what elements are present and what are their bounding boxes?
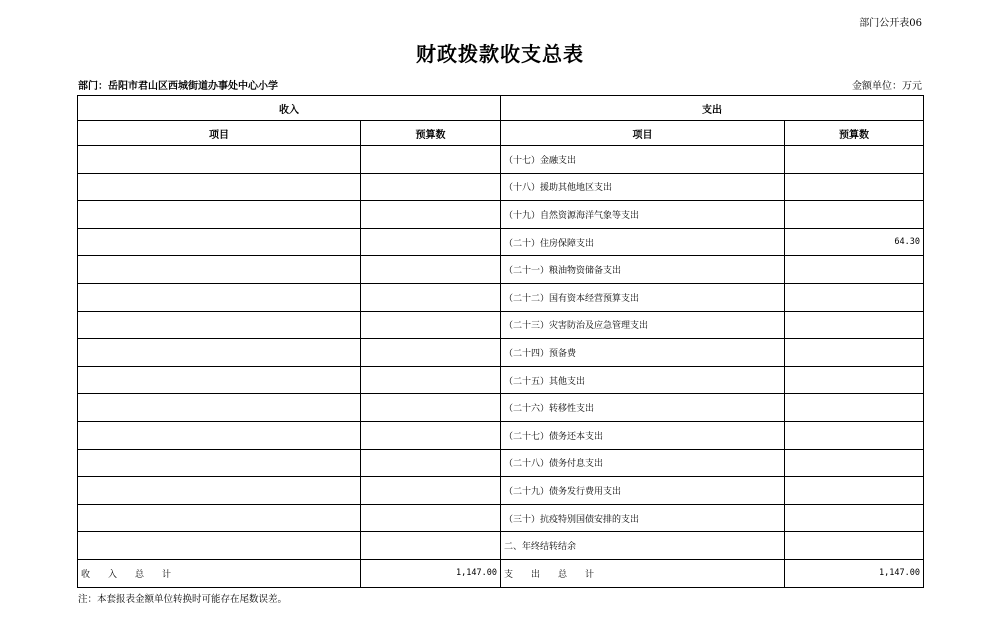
table-row	[78, 504, 924, 532]
table-row	[78, 228, 924, 256]
table-row	[78, 421, 924, 449]
department-label: 部门：岳阳市君山区西城街道办事处中心小学	[78, 81, 278, 92]
expense-item-cell: （二十四）预备费	[501, 339, 785, 367]
expense-amount-cell	[785, 339, 924, 367]
table-header-row	[78, 96, 924, 121]
expense-budget-header: 预算数	[785, 121, 924, 146]
expense-amount-cell	[785, 421, 924, 449]
table-row	[78, 366, 924, 394]
expense-amount-cell	[785, 532, 924, 560]
expense-amount-cell	[785, 173, 924, 201]
expense-item-cell: （十八）援助其他地区支出	[501, 173, 785, 201]
table-row	[78, 283, 924, 311]
income-item-cell	[78, 449, 361, 477]
expense-amount-cell	[785, 477, 924, 505]
expense-amount-cell	[785, 394, 924, 422]
unit-label: 金额单位：万元	[852, 81, 922, 92]
income-item-cell	[78, 173, 361, 201]
expense-amount-cell	[785, 201, 924, 229]
income-item-cell	[78, 504, 361, 532]
income-item-cell	[78, 421, 361, 449]
income-item-cell	[78, 477, 361, 505]
income-item-cell	[78, 228, 361, 256]
income-header: 收入	[78, 96, 501, 121]
expense-header: 支出	[501, 96, 924, 121]
expense-item-cell: （十九）自然资源海洋气象等支出	[501, 201, 785, 229]
income-amount-cell	[361, 283, 501, 311]
table-row	[78, 256, 924, 284]
income-amount-cell	[361, 256, 501, 284]
expense-total-amount: 1,147.00	[785, 559, 924, 587]
expense-item-cell: （十七）金融支出	[501, 146, 785, 174]
income-amount-cell	[361, 421, 501, 449]
table-row	[78, 394, 924, 422]
income-item-cell	[78, 339, 361, 367]
expense-item-header: 项目	[501, 121, 785, 146]
income-item-cell	[78, 394, 361, 422]
page-title: 财政拨款收支总表	[416, 42, 584, 66]
income-item-cell	[78, 256, 361, 284]
expense-item-cell: （二十三）灾害防治及应急管理支出	[501, 311, 785, 339]
income-item-cell	[78, 146, 361, 174]
expense-item-cell: （二十八）债务付息支出	[501, 449, 785, 477]
income-item-cell	[78, 283, 361, 311]
expense-item-cell: （二十二）国有资本经营预算支出	[501, 283, 785, 311]
expense-amount-cell: 64.30	[785, 228, 924, 256]
income-amount-cell	[361, 201, 501, 229]
table-row	[78, 339, 924, 367]
expense-amount-cell	[785, 256, 924, 284]
income-total-amount: 1,147.00	[361, 559, 501, 587]
table-row	[78, 146, 924, 174]
table-row	[78, 532, 924, 560]
expense-amount-cell	[785, 449, 924, 477]
income-total-label: 收 入 总 计	[78, 559, 361, 587]
expense-amount-cell	[785, 146, 924, 174]
income-amount-cell	[361, 394, 501, 422]
expense-item-cell: （三十）抗疫特别国债安排的支出	[501, 504, 785, 532]
income-amount-cell	[361, 477, 501, 505]
expense-item-cell: （二十）住房保障支出	[501, 228, 785, 256]
table-row	[78, 173, 924, 201]
expense-item-cell: （二十六）转移性支出	[501, 394, 785, 422]
income-amount-cell	[361, 366, 501, 394]
income-amount-cell	[361, 173, 501, 201]
table-row	[78, 449, 924, 477]
income-item-cell	[78, 311, 361, 339]
table-row	[78, 201, 924, 229]
income-item-cell	[78, 201, 361, 229]
total-row	[78, 559, 924, 587]
expense-item-cell: 二、年终结转结余	[501, 532, 785, 560]
income-amount-cell	[361, 146, 501, 174]
income-item-header: 项目	[78, 121, 361, 146]
table-row	[78, 477, 924, 505]
expense-item-cell: （二十一）粮油物资储备支出	[501, 256, 785, 284]
table-row	[78, 311, 924, 339]
income-item-cell	[78, 366, 361, 394]
expense-item-cell: （二十九）债务发行费用支出	[501, 477, 785, 505]
expense-amount-cell	[785, 311, 924, 339]
income-amount-cell	[361, 311, 501, 339]
form-code: 部门公开表06	[859, 18, 922, 29]
table-subheader-row	[78, 121, 924, 146]
income-amount-cell	[361, 339, 501, 367]
footnote: 注：本套报表金额单位转换时可能存在尾数误差。	[78, 594, 288, 605]
expense-amount-cell	[785, 504, 924, 532]
expense-item-cell: （二十七）债务还本支出	[501, 421, 785, 449]
income-amount-cell	[361, 449, 501, 477]
income-amount-cell	[361, 228, 501, 256]
income-item-cell	[78, 532, 361, 560]
income-budget-header: 预算数	[361, 121, 501, 146]
income-amount-cell	[361, 532, 501, 560]
expense-amount-cell	[785, 283, 924, 311]
income-amount-cell	[361, 504, 501, 532]
expense-amount-cell	[785, 366, 924, 394]
expense-total-label: 支 出 总 计	[501, 559, 785, 587]
expense-item-cell: （二十五）其他支出	[501, 366, 785, 394]
finance-table	[77, 95, 924, 588]
